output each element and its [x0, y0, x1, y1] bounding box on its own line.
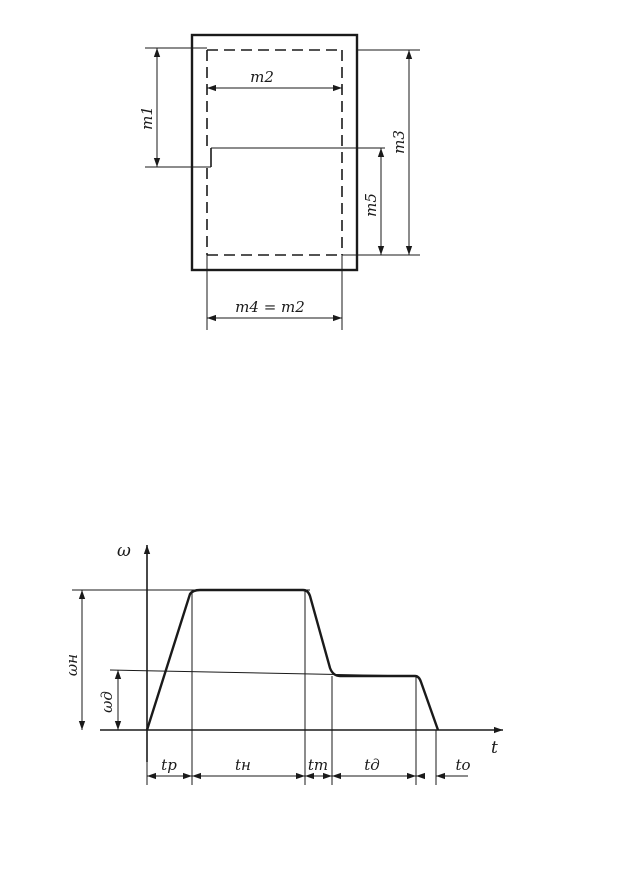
outer-frame	[192, 35, 357, 270]
label-nominal-speed: ωн	[63, 653, 81, 677]
speed-time-diagram	[63, 541, 503, 785]
x-axis-label: t	[491, 738, 498, 758]
label-reduced-speed: ωд	[98, 691, 116, 713]
speed-profile-line	[147, 590, 438, 730]
label-interval-tn: tн	[235, 756, 251, 774]
label-m1: m1	[138, 106, 156, 130]
label-m2: m2	[250, 68, 274, 86]
label-interval-td: tд	[364, 756, 380, 774]
label-interval-to: to	[455, 756, 471, 774]
frame-dimension-diagram	[138, 35, 420, 330]
label-interval-tr: tр	[161, 756, 177, 774]
level-reduced-line	[110, 670, 415, 676]
label-interval-tt: tт	[307, 756, 329, 774]
label-m3: m3	[390, 130, 408, 154]
label-m4-eq-m2: m4 = m2	[235, 298, 305, 316]
y-axis-label: ω	[117, 541, 131, 561]
label-m5: m5	[362, 193, 380, 217]
